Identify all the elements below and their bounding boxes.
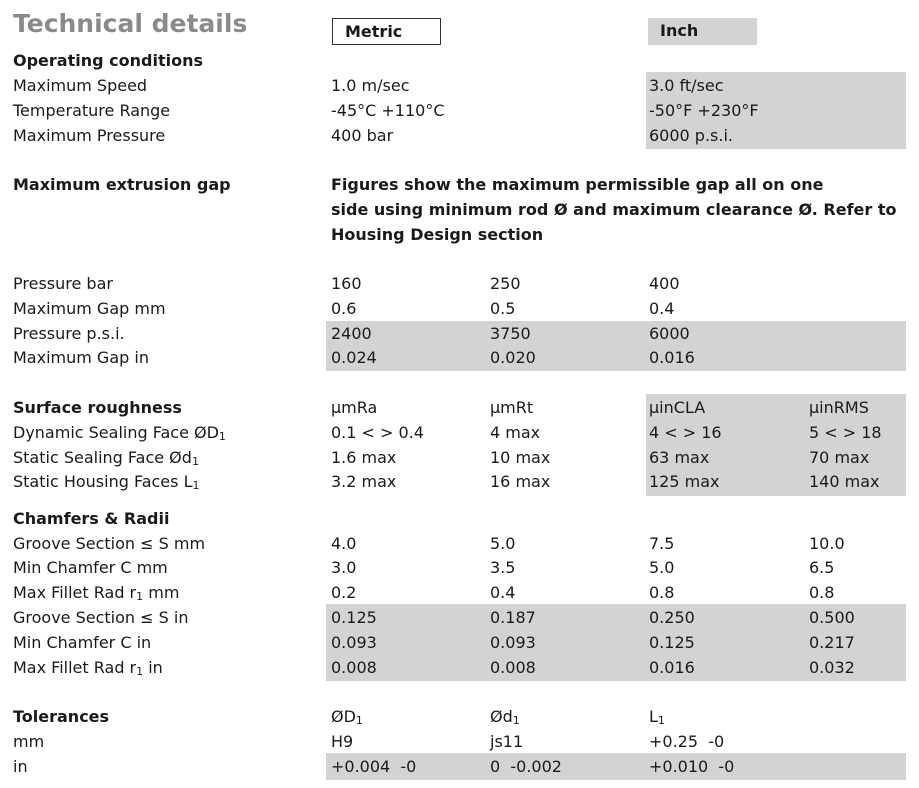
chamfers-cell: 0.217: [809, 633, 855, 652]
surface-cell: 3.2 max: [331, 472, 397, 491]
chamfers-cell: 10.0: [809, 534, 845, 553]
extrusion-note-line: Housing Design section: [331, 225, 544, 244]
extrusion-note-line: side using minimum rod Ø and maximum clearance Ø. Refer to: [331, 200, 897, 219]
extrusion-row-label: Maximum Gap in: [13, 348, 149, 367]
surface-row-label: Static Sealing Face $Ød_1$: [13, 448, 199, 468]
extrusion-cell: 160: [331, 274, 362, 293]
extrusion-cell: 0.016: [649, 348, 695, 367]
tolerances-cell: js11: [490, 732, 524, 751]
chamfers-cell: 0.125: [649, 633, 695, 652]
surface-heading: Surface roughness: [13, 398, 182, 417]
surface-cell: 4 max: [490, 423, 541, 442]
chamfers-cell: 0.093: [331, 633, 377, 652]
surface-cell: 10 max: [490, 448, 551, 467]
surface-cell: 140 max: [809, 472, 880, 491]
chamfers-row-label: Min Chamfer C in: [13, 633, 152, 652]
surface-cell: 4 < > 16: [649, 423, 722, 442]
chamfers-row-label: Min Chamfer C mm: [13, 558, 168, 577]
extrusion-row-label: Maximum Gap mm: [13, 299, 166, 318]
chamfers-cell: 0.187: [490, 608, 536, 627]
tolerances-cell: +0.004 -0: [331, 757, 417, 776]
chamfers-cell: 0.250: [649, 608, 695, 627]
chamfers-cell: 0.032: [809, 658, 855, 677]
chamfers-row-label: Max Fillet Rad $r_1$ in: [13, 658, 163, 678]
chamfers-cell: 0.500: [809, 608, 855, 627]
chamfers-cell: 7.5: [649, 534, 675, 553]
chamfers-cell: 0.2: [331, 583, 357, 602]
chamfers-cell: 0.093: [490, 633, 536, 652]
extrusion-inch-shade: [326, 321, 906, 371]
chamfers-cell: 5.0: [649, 558, 675, 577]
tolerances-column-header: $ØD_1$: [331, 707, 363, 727]
surface-cell: 125 max: [649, 472, 720, 491]
chamfers-cell: 5.0: [490, 534, 516, 553]
chamfers-cell: 4.0: [331, 534, 357, 553]
operating-row-label: Maximum Pressure: [13, 126, 166, 145]
extrusion-row-label: Pressure p.s.i.: [13, 324, 125, 343]
chamfers-cell: 0.4: [490, 583, 516, 602]
extrusion-note-line: Figures show the maximum permissible gap all on one: [331, 175, 824, 194]
extrusion-cell: 400: [649, 274, 680, 293]
chamfers-cell: 3.5: [490, 558, 516, 577]
surface-cell: 0.1 < > 0.4: [331, 423, 424, 442]
chamfers-row-label: Max Fillet Rad $r_1$ mm: [13, 583, 180, 603]
metric-unit-label: Metric: [332, 18, 441, 45]
chamfers-cell: 6.5: [809, 558, 835, 577]
chamfers-heading: Chamfers & Radii: [13, 509, 170, 528]
tolerances-column-header: $Ød_1$: [490, 707, 520, 727]
extrusion-cell: 2400: [331, 324, 372, 343]
operating-row-label: Temperature Range: [13, 101, 171, 120]
chamfers-row-label: Groove Section ≤ S in: [13, 608, 189, 627]
chamfers-cell: 0.008: [331, 658, 377, 677]
extrusion-cell: 6000: [649, 324, 690, 343]
chamfers-cell: 0.125: [331, 608, 377, 627]
operating-inch-value: -50°F +230°F: [649, 101, 759, 120]
extrusion-cell: 0.6: [331, 299, 357, 318]
surface-column-header: µmRt: [490, 398, 534, 417]
surface-row-label: Dynamic Sealing Face $ØD_1$: [13, 423, 226, 443]
tolerances-cell: H9: [331, 732, 354, 751]
surface-row-label: Static Housing Faces $L_1$: [13, 472, 200, 492]
extrusion-cell: 0.024: [331, 348, 377, 367]
extrusion-cell: 0.4: [649, 299, 675, 318]
surface-cell: 1.6 max: [331, 448, 397, 467]
chamfers-cell: 0.8: [649, 583, 675, 602]
surface-cell: 5 < > 18: [809, 423, 882, 442]
tolerances-heading: Tolerances: [13, 707, 110, 726]
operating-inch-value: 3.0 ft/sec: [649, 76, 724, 95]
operating-metric-value: 1.0 m/sec: [331, 76, 410, 95]
tolerances-row-label: mm: [13, 732, 45, 751]
extrusion-cell: 0.020: [490, 348, 536, 367]
surface-cell: 63 max: [649, 448, 710, 467]
surface-column-header: µinCLA: [649, 398, 706, 417]
extrusion-cell: 3750: [490, 324, 531, 343]
extrusion-cell: 250: [490, 274, 521, 293]
chamfers-row-label: Groove Section ≤ S mm: [13, 534, 206, 553]
extrusion-heading: Maximum extrusion gap: [13, 175, 231, 194]
surface-column-header: µmRa: [331, 398, 378, 417]
tolerances-cell: +0.25 -0: [649, 732, 725, 751]
tolerances-cell: +0.010 -0: [649, 757, 735, 776]
tolerances-row-label: in: [13, 757, 28, 776]
chamfers-cell: 0.8: [809, 583, 835, 602]
extrusion-row-label: Pressure bar: [13, 274, 113, 293]
operating-heading: Operating conditions: [13, 51, 203, 70]
inch-unit-label: Inch: [660, 21, 699, 40]
tolerances-cell: 0 -0.002: [490, 757, 562, 776]
extrusion-cell: 0.5: [490, 299, 516, 318]
tolerances-column-header: $L_1$: [649, 707, 665, 727]
operating-metric-value: -45°C +110°C: [331, 101, 445, 120]
operating-row-label: Maximum Speed: [13, 76, 148, 95]
chamfers-cell: 0.016: [649, 658, 695, 677]
operating-inch-value: 6000 p.s.i.: [649, 126, 733, 145]
chamfers-cell: 0.008: [490, 658, 536, 677]
surface-cell: 16 max: [490, 472, 551, 491]
surface-cell: 70 max: [809, 448, 870, 467]
surface-column-header: µinRMS: [809, 398, 869, 417]
chamfers-cell: 3.0: [331, 558, 357, 577]
page-title: Technical details: [13, 9, 248, 38]
operating-metric-value: 400 bar: [331, 126, 394, 145]
